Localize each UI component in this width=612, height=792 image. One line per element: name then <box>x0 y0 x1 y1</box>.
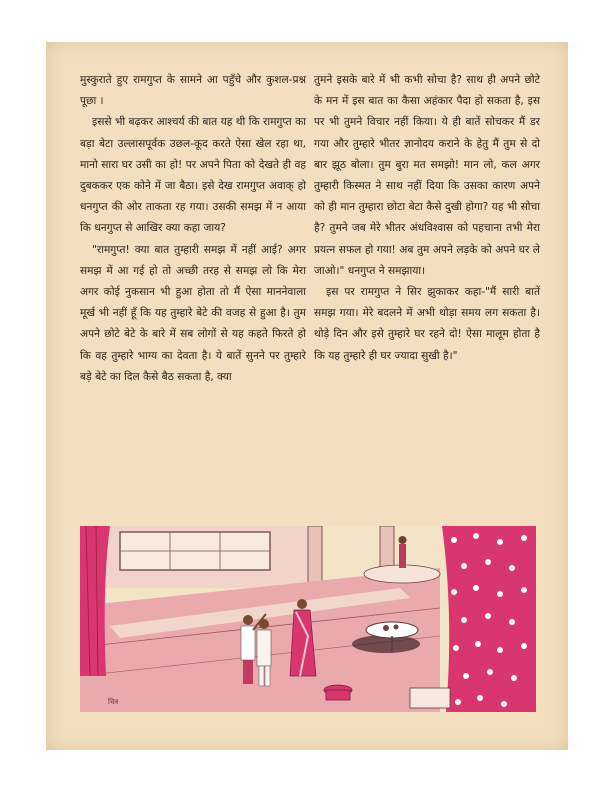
left-paragraph-1: मुस्कुराते हुए रामगुप्त के सामने आ पहुँचे और कुशल-प्रश्न पूछा । <box>80 74 306 108</box>
left-text-column <box>80 70 306 388</box>
right-paragraph-2: इस पर रामगुप्त ने सिर झुकाकर कहा-"मैं सारी बातें समझ गया। मेरे बदलने में अभी थोड़ा समय लग सकता है। थोड़े दिन और इसे तुम्हारे घर रहने दो! ऐसा मालूम होता है कि यह तुम्हारे ही घर ज्यादा सुखी है।" <box>314 286 540 362</box>
story-illustration <box>80 526 536 712</box>
book-page <box>46 42 568 750</box>
right-curtain <box>442 526 536 712</box>
left-paragraph-3: "रामगुप्त! क्या बात तुम्हारी समझ में नहीं आई? अगर समझ में आ गई हो तो अच्छी तरह से समझ लो कि मेरा अगर कोई नुकसान भी हुआ होता तो मैं ऐसा माननेवाला मूर्ख भी नहीं हूँ कि यह तुम्हारे बेटे की वजह से हुआ है। तुम अपने छोटे बेटे के बारे में सब लोगों से यह कहते फिरते हो कि वह तुम्हारे भाग्य का देवता है। ये बातें सुनने पर तुम्हारे बड़े बेटे का दिल कैसे बैठ सकता है, क्या <box>80 243 306 383</box>
bench <box>410 688 450 708</box>
right-paragraph-1: तुमने इसके बारे में भी कभी सोचा है? साथ ही अपने छोटे के मन में इस बात का कैसा अहंकार पैदा हो सकता है, इस पर भी तुमने विचार नहीं किया। ये ही बातें सोचकर मैं डर गया और तुम्हारे भीतर ज्ञानोदय कराने के हेतु मैं तुम से दो बार झूठ बोला। तुम बुरा मत समझो! मान लो, कल अगर तुम्हारी किस्मत ने साथ नहीं दिया कि उसका कारण अपने को ही मान तुम्हारा छोटा बेटा कैसे दुखी होगा? यह भी सोचा है? तुमने जब मेरे भीतर अंधविश्वास को पहचाना तभी मेरा प्रयत्न सफल हो गया! अब तुम अपने लड़के को अपने घर ले जाओ।" धनगुप्त ने समझाया। <box>314 74 540 277</box>
child-figure <box>399 544 406 568</box>
right-text-column <box>314 70 540 367</box>
left-paragraph-2: इससे भी बढ़कर आश्चर्य की बात यह थी कि रामगुप्त का बड़ा बेटा उल्लासपूर्वक उछल-कूद करते ऐसा खेल रहा था, मानो सारा घर उसी का हो! पर अपने पिता को देखते ही वह दुबककर एक कोने में जा बैठा। इसे देख रामगुप्त अवाक् हो धनगुप्त की ओर ताकता रह गया। उसकी समझ में न आया कि धनगुप्त से आखिर क्या कहा जाय? <box>80 116 306 235</box>
table <box>366 622 418 638</box>
artist-signature: चित्र <box>108 698 119 706</box>
